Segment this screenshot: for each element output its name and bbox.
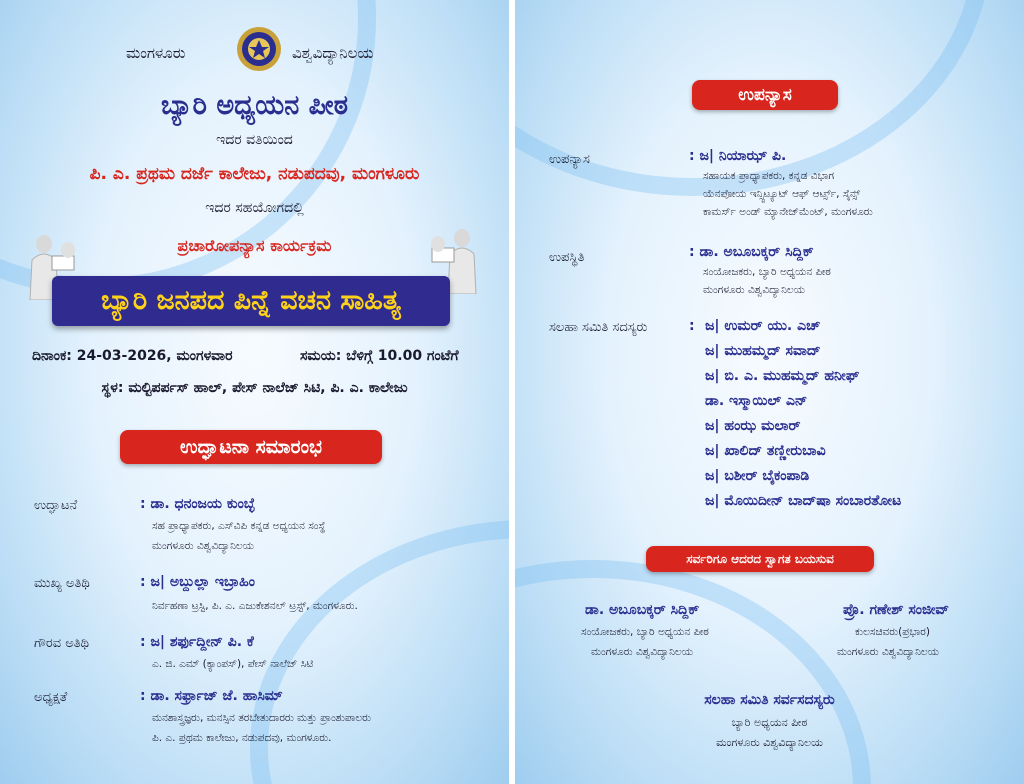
host-detail: ಮಂಗಳೂರು ವಿಶ್ವವಿದ್ಯಾನಿಲಯ: [591, 646, 693, 658]
host-name: ಪ್ರೊ. ಗಣೇಶ್ ಸಂಜೀವ್: [843, 602, 949, 618]
committee-member: ಜ| ಬಶೀರ್ ಬೈಕಂಪಾಡಿ: [705, 468, 810, 484]
invitation-page-left: [0, 0, 509, 784]
person-name: : ಜ| ನಿಯಾಝ್ ಪಿ.: [689, 148, 787, 164]
host-detail: ಮಂಗಳೂರು ವಿಶ್ವವಿದ್ಯಾನಿಲಯ: [837, 646, 939, 658]
person-name: : ಜ| ಶರ್ಫುದ್ದೀನ್ ಪಿ. ಕೆ: [140, 634, 254, 650]
footer-title: ಸಲಹಾ ಸಮಿತಿ ಸರ್ವಸದಸ್ಯರು: [704, 692, 835, 708]
host-detail: ಕುಲಸಚಿವರು(ಪ್ರಭಾರ): [855, 626, 930, 638]
person-detail: ಪಿ. ಎ. ಪ್ರಥಮ ಕಾಲೇಜು, ನಡುಪದವು, ಮಂಗಳೂರು.: [152, 732, 332, 744]
role-label: ಉಪನ್ಯಾಸ: [549, 152, 590, 167]
committee-member: ಡಾ. ಇಸ್ಮಾಯಿಲ್ ಎನ್: [705, 393, 808, 409]
host-detail: ಸಂಯೋಜಕರು, ಬ್ಯಾರಿ ಅಧ್ಯಯನ ಪೀಠ: [581, 626, 709, 638]
event-venue: ಸ್ಥಳ: ಮಲ್ಟಿಪರ್ಪಸ್ ಹಾಲ್, ಪೇಸ್ ನಾಲೆಜ್ ಸಿಟಿ, ಪಿ. ಎ. ಕಾಲೇಜು: [101, 380, 408, 396]
subtitle-line-2: ಇದರ ಸಹಯೋಗದಲ್ಲಿ: [205, 200, 304, 216]
section-title-lecture: ಉಪನ್ಯಾಸ: [692, 80, 838, 110]
header-left-text: ಮಂಗಳೂರು: [126, 44, 186, 62]
person-detail: ಮಂಗಳೂರು ವಿಶ್ವವಿದ್ಯಾನಿಲಯ: [703, 284, 805, 296]
invitation-page-right: [515, 0, 1024, 784]
program-title: ಪ್ರಚಾರೋಪನ್ಯಾಸ ಕಾರ್ಯಕ್ರಮ: [177, 236, 332, 255]
college-name: ಪಿ. ಎ. ಪ್ರಥಮ ದರ್ಜೆ ಕಾಲೇಜು, ನಡುಪದವು, ಮಂಗಳೂರು: [89, 164, 420, 184]
role-label: ಉಪಸ್ಥಿತಿ: [549, 250, 585, 265]
person-detail: ಮಂಗಳೂರು ವಿಶ್ವವಿದ್ಯಾನಿಲಯ: [152, 540, 254, 552]
section-title-inauguration: ಉದ್ಘಾಟನಾ ಸಮಾರಂಭ: [120, 430, 382, 464]
committee-member: ಜ| ಮುಹಮ್ಮದ್ ಸವಾದ್: [705, 343, 821, 359]
event-time: ಸಮಯ: ಬೆಳಿಗ್ಗೆ 10.00 ಗಂಟೆಗೆ: [300, 348, 459, 364]
person-detail: ಎ. ಜಿ. ಎಮ್ (ಕ್ಯಾಂಪಸ್), ಪೇಸ್ ನಾಲೆಜ್ ಸಿಟಿ: [152, 658, 314, 670]
committee-member: ಜ| ಖಾಲಿದ್ ತಣ್ಣೀರುಬಾವಿ: [705, 443, 826, 459]
list-colon: :: [689, 318, 695, 334]
host-name: ಡಾ. ಅಬೂಬಕ್ಕರ್ ಸಿದ್ದಿಕ್: [585, 602, 700, 618]
header-right-text: ವಿಶ್ವವಿದ್ಯಾನಿಲಯ: [292, 44, 374, 62]
page-title: ಬ್ಯಾರಿ ಅಧ್ಯಯನ ಪೀಠ: [160, 90, 348, 121]
person-detail: ಯೆನಪೋಯ ಇನ್ಸ್ಟಿಟ್ಯೂಟ್ ಆಫ್ ಆರ್ಟ್ಸ್, ಸೈನ್ಸ್: [703, 188, 861, 200]
committee-member: ಜ| ಮೊಯಿದೀನ್ ಬಾದ್‌ಷಾ ಸಂಬಾರತೋಟ: [705, 493, 902, 509]
person-name: : ಡಾ. ಸರ್ಫ್ರಾಜ್ ಜೆ. ಹಾಸಿಮ್: [140, 688, 283, 704]
person-detail: ಕಾಮರ್ಸ್ ಅಂಡ್ ಮ್ಯಾನೇಜ್‌ಮೆಂಟ್, ಮಂಗಳೂರು: [703, 206, 873, 218]
person-detail: ಸಂಯೋಜಕರು, ಬ್ಯಾರಿ ಅಧ್ಯಯನ ಪೀಠ: [703, 266, 831, 278]
person-name: : ಡಾ. ಧನಂಜಯ ಕುಂಬ್ಳೆ: [140, 496, 255, 512]
subtitle-line-1: ಇದರ ವತಿಯಿಂದ: [216, 132, 293, 148]
role-label: ಮುಖ್ಯ ಅತಿಥಿ: [34, 576, 90, 591]
committee-member: ಜ| ಉಮರ್ ಯು. ಎಚ್: [705, 318, 821, 334]
person-detail: ಸಹಾಯಕ ಪ್ರಾಧ್ಯಾಪಕರು, ಕನ್ನಡ ವಿಭಾಗ: [703, 170, 835, 182]
person-detail: ನಿರ್ವಹಣಾ ಟ್ರಸ್ಟಿ, ಪಿ. ಎ. ಎಜುಕೇಶನಲ್ ಟ್ರಸ್ಟ್, ಮಂಗಳೂರು.: [152, 600, 358, 612]
footer-detail: ಮಂಗಳೂರು ವಿಶ್ವವಿದ್ಯಾನಿಲಯ: [716, 736, 823, 749]
event-date: ದಿನಾಂಕ: 24-03-2026, ಮಂಗಳವಾರ: [32, 348, 233, 364]
committee-member: ಜ| ಬಿ. ಎ. ಮುಹಮ್ಮದ್ ಹನೀಫ್: [705, 368, 860, 384]
role-label: ಗೌರವ ಅತಿಥಿ: [34, 636, 90, 651]
person-name: : ಜ| ಅಬ್ದುಲ್ಲಾ ಇಬ್ರಾಹಿಂ: [140, 574, 255, 590]
role-label: ಸಲಹಾ ಸಮಿತಿ ಸದಸ್ಯರು: [549, 320, 648, 335]
role-label: ಅಧ್ಯಕ್ಷತೆ: [34, 690, 68, 705]
person-detail: ಮನಶಾಸ್ತ್ರಜ್ಞರು, ಮನಸ್ಸಿನ ತರಬೇತುದಾರರು ಮತ್ತು ಪ್ರಾಂಶುಪಾಲರು: [152, 712, 372, 724]
university-emblem-icon: [236, 26, 282, 72]
welcome-banner: ಸರ್ವರಿಗೂ ಆದರದ ಸ್ವಾಗತ ಬಯಸುವ: [646, 546, 874, 572]
decor-swoosh: [515, 560, 871, 784]
person-name: : ಡಾ. ಅಬೂಬಕ್ಕರ್ ಸಿದ್ದಿಕ್: [689, 244, 814, 260]
topic-banner: ಬ್ಯಾರಿ ಜನಪದ ಪಿನ್ನೆ ವಚನ ಸಾಹಿತ್ಯ: [52, 276, 450, 326]
footer-detail: ಬ್ಯಾರಿ ಅಧ್ಯಯನ ಪೀಠ: [731, 716, 808, 729]
role-label: ಉದ್ಘಾಟನೆ: [34, 498, 78, 513]
committee-member: ಜ| ಹಂಝ ಮಲಾರ್: [705, 418, 801, 434]
person-detail: ಸಹ ಪ್ರಾಧ್ಯಾಪಕರು, ಎಸ್‌ವಿಪಿ ಕನ್ನಡ ಅಧ್ಯಯನ ಸಂಸ್ಥೆ: [152, 520, 326, 532]
